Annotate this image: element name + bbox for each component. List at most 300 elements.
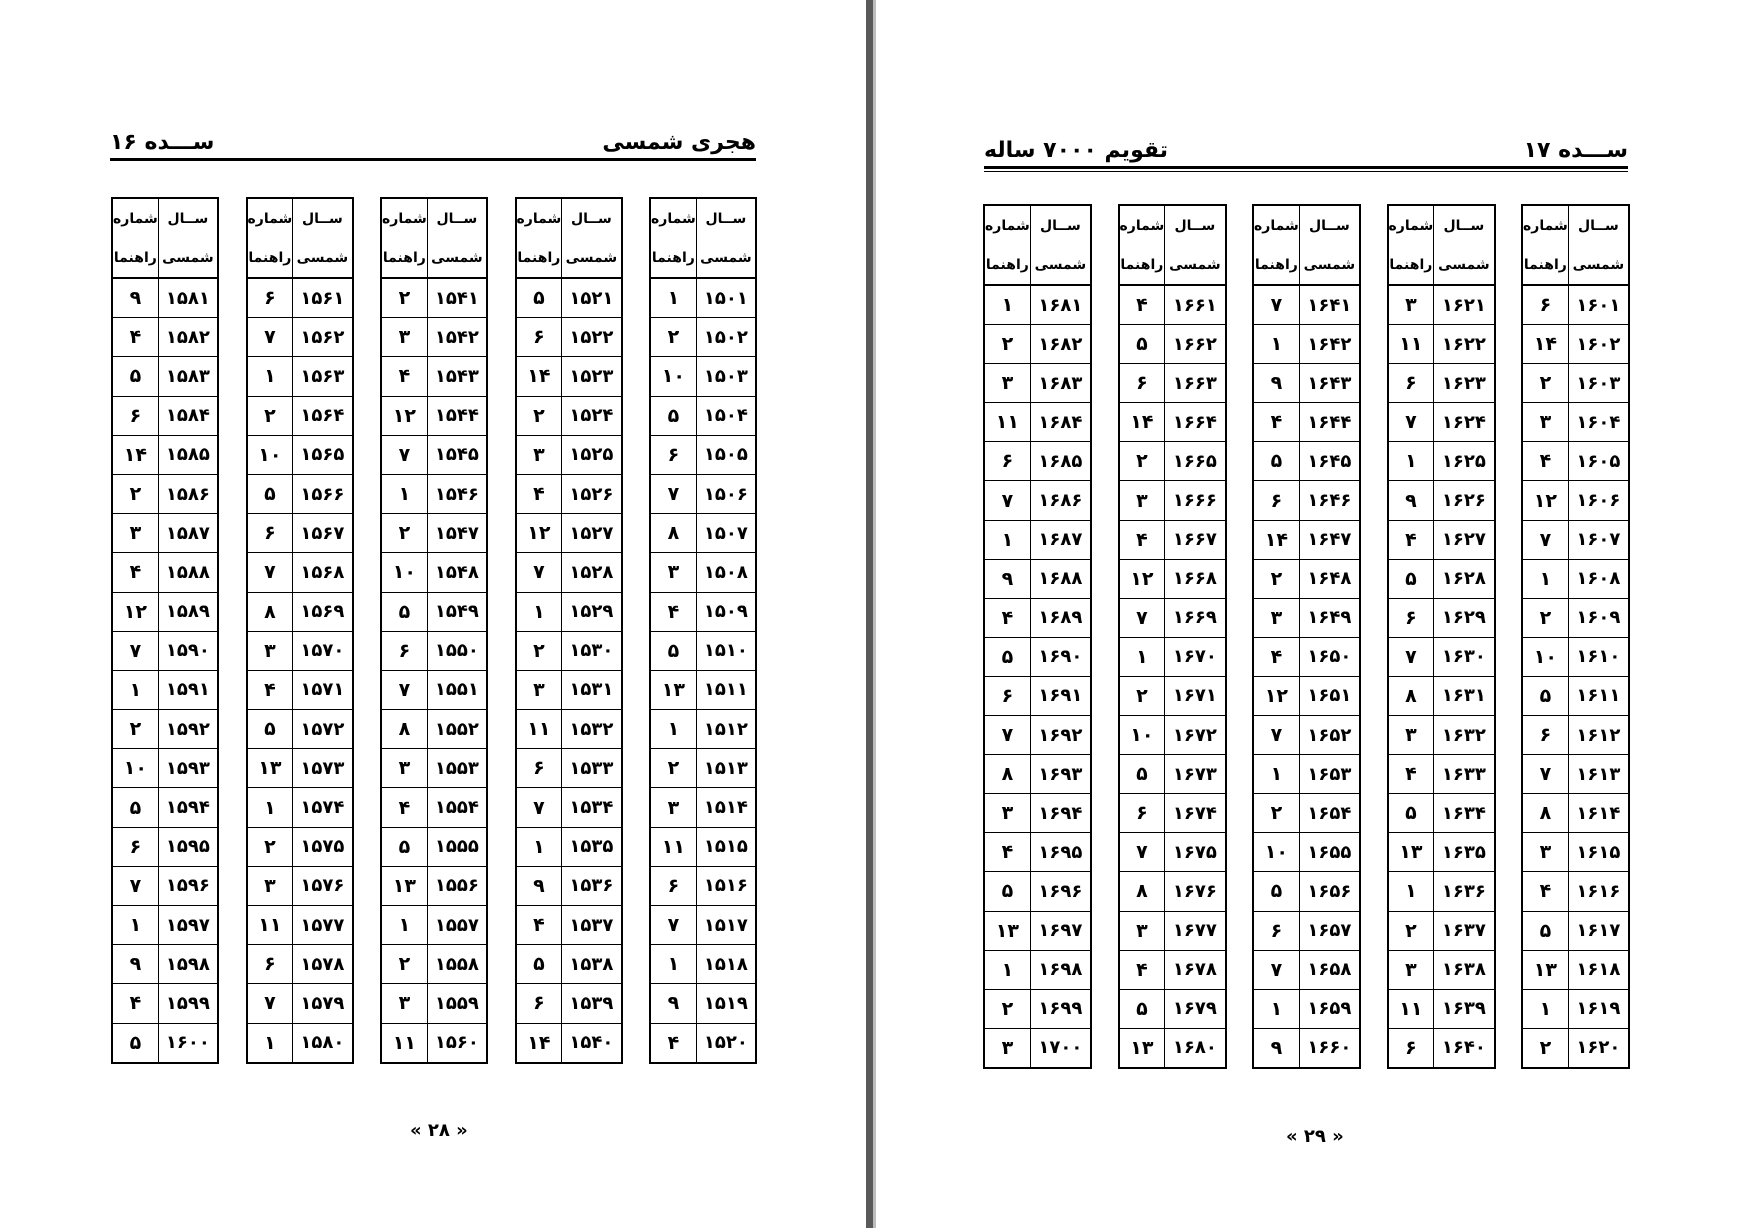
index-cell: ۳ xyxy=(516,435,562,474)
table-row xyxy=(381,278,487,318)
index-cell: ۱۲ xyxy=(1253,676,1299,715)
index-cell: ۱۱ xyxy=(650,827,696,866)
index-cell: ۴ xyxy=(1119,950,1165,989)
index-cell: ۷ xyxy=(381,435,427,474)
table-row xyxy=(984,481,1091,520)
year-cell: ۱۵۱۱ xyxy=(696,670,756,709)
index-cell: ۱ xyxy=(984,520,1030,559)
index-cell: ۱۰ xyxy=(650,357,696,396)
year-cell: ۱۶۴۸ xyxy=(1299,559,1360,598)
table-row xyxy=(247,749,353,788)
table-row xyxy=(112,435,218,474)
year-cell: ۱۵۵۳ xyxy=(427,749,487,788)
year-cell: ۱۶۱۱ xyxy=(1568,676,1629,715)
table-row xyxy=(1253,637,1360,676)
index-cell: ۵ xyxy=(1522,911,1568,950)
index-cell: ۲ xyxy=(1119,442,1165,481)
year-cell: ۱۵۶۵ xyxy=(293,435,353,474)
year-cell: ۱۵۷۸ xyxy=(293,945,353,984)
index-cell: ۱۳ xyxy=(1119,1028,1165,1068)
col-header-index: شماره xyxy=(1253,205,1299,245)
table-row xyxy=(381,670,487,709)
year-cell: ۱۵۷۴ xyxy=(293,788,353,827)
year-cell: ۱۵۴۰ xyxy=(562,1023,622,1063)
index-cell: ۱ xyxy=(381,906,427,945)
year-table xyxy=(1521,204,1630,1069)
table-row xyxy=(247,318,353,357)
index-cell: ۱۳ xyxy=(1522,950,1568,989)
index-cell: ۳ xyxy=(650,788,696,827)
year-cell: ۱۶۸۶ xyxy=(1030,481,1091,520)
index-cell: ۶ xyxy=(1388,1028,1434,1068)
year-cell: ۱۵۶۲ xyxy=(293,318,353,357)
index-cell: ۱۰ xyxy=(1119,716,1165,755)
index-cell: ۸ xyxy=(984,755,1030,794)
col-header-index: شماره xyxy=(650,198,696,238)
year-cell: ۱۵۳۹ xyxy=(562,984,622,1023)
year-cell: ۱۶۶۴ xyxy=(1165,403,1226,442)
year-cell: ۱۶۴۴ xyxy=(1299,403,1360,442)
table-row xyxy=(1253,559,1360,598)
table-row xyxy=(1388,403,1495,442)
year-cell: ۱۶۱۴ xyxy=(1568,794,1629,833)
table-row xyxy=(1119,872,1226,911)
index-cell: ۶ xyxy=(516,984,562,1023)
index-cell: ۱ xyxy=(516,827,562,866)
table-row xyxy=(1522,403,1629,442)
index-cell: ۵ xyxy=(1388,559,1434,598)
table-row xyxy=(381,553,487,592)
year-cell: ۱۶۴۲ xyxy=(1299,325,1360,364)
year-cell: ۱۶۵۵ xyxy=(1299,833,1360,872)
index-cell: ۴ xyxy=(516,906,562,945)
table-row xyxy=(984,794,1091,833)
col-header-year: ســال xyxy=(293,198,353,238)
table-row xyxy=(247,710,353,749)
index-cell: ۵ xyxy=(247,710,293,749)
table-row xyxy=(247,514,353,553)
table-row xyxy=(516,827,622,866)
table-row xyxy=(1253,481,1360,520)
index-cell: ۶ xyxy=(516,749,562,788)
year-cell: ۱۵۲۴ xyxy=(562,396,622,435)
index-cell: ۵ xyxy=(1119,325,1165,364)
left-page-header xyxy=(110,120,756,160)
table-row xyxy=(1522,364,1629,403)
table-row xyxy=(1253,950,1360,989)
index-cell: ۱ xyxy=(247,357,293,396)
index-cell: ۴ xyxy=(381,357,427,396)
index-cell: ۴ xyxy=(1119,285,1165,325)
index-cell: ۵ xyxy=(984,872,1030,911)
year-cell: ۱۵۷۶ xyxy=(293,866,353,905)
index-cell: ۲ xyxy=(650,318,696,357)
table-row xyxy=(1253,911,1360,950)
table-row xyxy=(112,474,218,513)
table-row xyxy=(1119,1028,1226,1068)
year-cell: ۱۶۷۳ xyxy=(1165,755,1226,794)
table-row xyxy=(650,710,756,749)
col-header-year-sub: شمسی xyxy=(1165,245,1226,285)
index-cell: ۱۳ xyxy=(650,670,696,709)
year-cell: ۱۵۲۱ xyxy=(562,278,622,318)
table-row xyxy=(650,553,756,592)
table-row xyxy=(984,755,1091,794)
index-cell: ۶ xyxy=(1119,364,1165,403)
index-cell: ۴ xyxy=(1253,637,1299,676)
table-row xyxy=(516,474,622,513)
year-cell: ۱۶۹۵ xyxy=(1030,833,1091,872)
table-row xyxy=(1119,676,1226,715)
index-cell: ۷ xyxy=(247,553,293,592)
index-cell: ۱ xyxy=(1253,989,1299,1028)
table-row xyxy=(1119,637,1226,676)
index-cell: ۵ xyxy=(1253,872,1299,911)
col-header-index-sub: راهنما xyxy=(984,245,1030,285)
table-row xyxy=(1522,755,1629,794)
left-header-title: هجری شمسی xyxy=(602,130,756,155)
index-cell: ۶ xyxy=(247,278,293,318)
index-cell: ۲ xyxy=(381,945,427,984)
year-cell: ۱۶۰۶ xyxy=(1568,481,1629,520)
year-cell: ۱۵۱۳ xyxy=(696,749,756,788)
index-cell: ۷ xyxy=(1388,637,1434,676)
year-cell: ۱۶۹۹ xyxy=(1030,989,1091,1028)
index-cell: ۴ xyxy=(1119,520,1165,559)
year-cell: ۱۵۱۲ xyxy=(696,710,756,749)
year-cell: ۱۵۹۳ xyxy=(158,749,218,788)
index-cell: ۶ xyxy=(650,866,696,905)
year-cell: ۱۵۲۹ xyxy=(562,592,622,631)
index-cell: ۲ xyxy=(516,396,562,435)
table-row xyxy=(1119,481,1226,520)
table-row xyxy=(650,749,756,788)
table-row xyxy=(1388,481,1495,520)
year-cell: ۱۶۴۶ xyxy=(1299,481,1360,520)
table-row xyxy=(1522,833,1629,872)
year-cell: ۱۶۲۰ xyxy=(1568,1028,1629,1068)
year-cell: ۱۶۸۹ xyxy=(1030,598,1091,637)
table-row xyxy=(247,945,353,984)
index-cell: ۱۱ xyxy=(1388,989,1434,1028)
table-row xyxy=(112,514,218,553)
index-cell: ۵ xyxy=(650,631,696,670)
year-cell: ۱۵۴۸ xyxy=(427,553,487,592)
index-cell: ۷ xyxy=(247,984,293,1023)
table-row xyxy=(516,906,622,945)
year-cell: ۱۶۶۰ xyxy=(1299,1028,1360,1068)
index-cell: ۵ xyxy=(516,278,562,318)
table-row xyxy=(1388,325,1495,364)
index-cell: ۳ xyxy=(984,364,1030,403)
table-row xyxy=(1253,989,1360,1028)
index-cell: ۱ xyxy=(650,710,696,749)
year-cell: ۱۵۱۷ xyxy=(696,906,756,945)
table-row xyxy=(112,1023,218,1063)
index-cell: ۱۰ xyxy=(1522,637,1568,676)
year-cell: ۱۶۴۱ xyxy=(1299,285,1360,325)
index-cell: ۳ xyxy=(1522,833,1568,872)
table-row xyxy=(516,710,622,749)
year-cell: ۱۶۷۹ xyxy=(1165,989,1226,1028)
year-cell: ۱۵۹۲ xyxy=(158,710,218,749)
year-cell: ۱۵۴۲ xyxy=(427,318,487,357)
year-cell: ۱۵۳۵ xyxy=(562,827,622,866)
index-cell: ۳ xyxy=(247,631,293,670)
index-cell: ۳ xyxy=(516,670,562,709)
year-cell: ۱۵۴۶ xyxy=(427,474,487,513)
index-cell: ۳ xyxy=(1522,403,1568,442)
year-cell: ۱۵۶۹ xyxy=(293,592,353,631)
year-cell: ۱۶۸۴ xyxy=(1030,403,1091,442)
table-row xyxy=(1388,911,1495,950)
index-cell: ۱۴ xyxy=(1522,325,1568,364)
table-row xyxy=(112,827,218,866)
year-cell: ۱۵۱۴ xyxy=(696,788,756,827)
year-cell: ۱۶۷۱ xyxy=(1165,676,1226,715)
index-cell: ۷ xyxy=(650,906,696,945)
table-row xyxy=(112,906,218,945)
table-row xyxy=(1253,1028,1360,1068)
table-row xyxy=(1253,520,1360,559)
index-cell: ۷ xyxy=(1522,520,1568,559)
year-cell: ۱۶۷۸ xyxy=(1165,950,1226,989)
year-cell: ۱۵۷۳ xyxy=(293,749,353,788)
index-cell: ۱ xyxy=(1388,442,1434,481)
index-cell: ۹ xyxy=(112,278,158,318)
year-cell: ۱۶۲۶ xyxy=(1434,481,1495,520)
table-row xyxy=(650,670,756,709)
index-cell: ۶ xyxy=(1253,481,1299,520)
table-row xyxy=(381,827,487,866)
table-row xyxy=(984,364,1091,403)
table-row xyxy=(516,788,622,827)
year-cell: ۱۵۸۷ xyxy=(158,514,218,553)
year-cell: ۱۶۴۰ xyxy=(1434,1028,1495,1068)
col-header-year: ســال xyxy=(1030,205,1091,245)
index-cell: ۱۱ xyxy=(381,1023,427,1063)
index-cell: ۷ xyxy=(516,788,562,827)
right-page xyxy=(876,0,1741,1228)
year-cell: ۱۵۴۷ xyxy=(427,514,487,553)
index-cell: ۴ xyxy=(381,788,427,827)
book-gutter xyxy=(866,0,873,1228)
table-row xyxy=(650,984,756,1023)
index-cell: ۴ xyxy=(650,1023,696,1063)
table-row xyxy=(247,866,353,905)
year-cell: ۱۶۲۷ xyxy=(1434,520,1495,559)
year-cell: ۱۵۶۶ xyxy=(293,474,353,513)
index-cell: ۴ xyxy=(112,984,158,1023)
index-cell: ۳ xyxy=(650,553,696,592)
index-cell: ۳ xyxy=(381,984,427,1023)
year-cell: ۱۶۸۲ xyxy=(1030,325,1091,364)
year-cell: ۱۶۹۸ xyxy=(1030,950,1091,989)
year-cell: ۱۶۲۱ xyxy=(1434,285,1495,325)
table-row xyxy=(381,435,487,474)
table-row xyxy=(1119,442,1226,481)
index-cell: ۵ xyxy=(1522,676,1568,715)
right-page-header xyxy=(984,126,1628,170)
index-cell: ۱۳ xyxy=(1388,833,1434,872)
table-row xyxy=(516,984,622,1023)
year-cell: ۱۵۳۶ xyxy=(562,866,622,905)
year-cell: ۱۶۳۱ xyxy=(1434,676,1495,715)
index-cell: ۷ xyxy=(1253,716,1299,755)
index-cell: ۶ xyxy=(112,396,158,435)
table-row xyxy=(516,945,622,984)
year-cell: ۱۶۸۸ xyxy=(1030,559,1091,598)
year-cell: ۱۵۱۵ xyxy=(696,827,756,866)
table-row xyxy=(1388,950,1495,989)
year-cell: ۱۶۰۱ xyxy=(1568,285,1629,325)
table-row xyxy=(381,631,487,670)
index-cell: ۱۲ xyxy=(516,514,562,553)
index-cell: ۲ xyxy=(984,325,1030,364)
year-cell: ۱۶۹۶ xyxy=(1030,872,1091,911)
index-cell: ۷ xyxy=(984,716,1030,755)
index-cell: ۲ xyxy=(984,989,1030,1028)
table-row xyxy=(1388,1028,1495,1068)
index-cell: ۲ xyxy=(1253,559,1299,598)
index-cell: ۵ xyxy=(381,592,427,631)
col-header-index-sub: راهنما xyxy=(1119,245,1165,285)
year-cell: ۱۶۳۸ xyxy=(1434,950,1495,989)
index-cell: ۲ xyxy=(516,631,562,670)
index-cell: ۳ xyxy=(984,794,1030,833)
table-row xyxy=(1119,755,1226,794)
table-row xyxy=(1253,676,1360,715)
year-cell: ۱۵۳۱ xyxy=(562,670,622,709)
table-row xyxy=(112,318,218,357)
year-cell: ۱۵۹۶ xyxy=(158,866,218,905)
year-cell: ۱۶۵۸ xyxy=(1299,950,1360,989)
table-row xyxy=(984,559,1091,598)
table-row xyxy=(1253,364,1360,403)
year-cell: ۱۵۸۹ xyxy=(158,592,218,631)
index-cell: ۲ xyxy=(381,514,427,553)
table-row xyxy=(1253,285,1360,325)
index-cell: ۷ xyxy=(1253,285,1299,325)
year-cell: ۱۶۷۶ xyxy=(1165,872,1226,911)
year-cell: ۱۵۴۹ xyxy=(427,592,487,631)
year-cell: ۱۵۷۷ xyxy=(293,906,353,945)
table-row xyxy=(650,592,756,631)
table-row xyxy=(650,1023,756,1063)
index-cell: ۷ xyxy=(1119,833,1165,872)
year-cell: ۱۵۸۳ xyxy=(158,357,218,396)
index-cell: ۲ xyxy=(247,827,293,866)
year-cell: ۱۵۰۴ xyxy=(696,396,756,435)
table-row xyxy=(247,906,353,945)
table-row xyxy=(516,592,622,631)
year-table xyxy=(983,204,1092,1069)
index-cell: ۱۰ xyxy=(247,435,293,474)
table-row xyxy=(1522,989,1629,1028)
year-cell: ۱۵۰۸ xyxy=(696,553,756,592)
table-row xyxy=(1253,755,1360,794)
year-cell: ۱۶۳۴ xyxy=(1434,794,1495,833)
table-row xyxy=(650,318,756,357)
index-cell: ۱۱ xyxy=(984,403,1030,442)
index-cell: ۷ xyxy=(516,553,562,592)
year-cell: ۱۶۷۲ xyxy=(1165,716,1226,755)
table-row xyxy=(381,592,487,631)
table-row xyxy=(247,592,353,631)
index-cell: ۱ xyxy=(1522,559,1568,598)
col-header-index: شماره xyxy=(516,198,562,238)
index-cell: ۶ xyxy=(1119,794,1165,833)
table-row xyxy=(1522,1028,1629,1068)
index-cell: ۲ xyxy=(1522,1028,1568,1068)
year-cell: ۱۶۵۴ xyxy=(1299,794,1360,833)
table-row xyxy=(1522,520,1629,559)
table-row xyxy=(516,866,622,905)
index-cell: ۳ xyxy=(1119,911,1165,950)
table-row xyxy=(984,442,1091,481)
index-cell: ۸ xyxy=(1522,794,1568,833)
index-cell: ۱۳ xyxy=(381,866,427,905)
index-cell: ۳ xyxy=(381,318,427,357)
header-rule xyxy=(110,158,756,161)
table-row xyxy=(1522,676,1629,715)
table-row xyxy=(381,474,487,513)
col-header-index: شماره xyxy=(1119,205,1165,245)
index-cell: ۱ xyxy=(650,278,696,318)
year-cell: ۱۵۳۲ xyxy=(562,710,622,749)
table-row xyxy=(381,318,487,357)
index-cell: ۷ xyxy=(247,318,293,357)
table-row xyxy=(650,631,756,670)
table-row xyxy=(247,357,353,396)
table-row xyxy=(1522,911,1629,950)
table-row xyxy=(1253,833,1360,872)
year-cell: ۱۶۹۷ xyxy=(1030,911,1091,950)
table-row xyxy=(516,357,622,396)
year-cell: ۱۶۸۳ xyxy=(1030,364,1091,403)
year-cell: ۱۵۸۲ xyxy=(158,318,218,357)
right-tables xyxy=(983,204,1630,1069)
table-row xyxy=(1253,794,1360,833)
col-header-year: ســال xyxy=(1568,205,1629,245)
index-cell: ۲ xyxy=(650,749,696,788)
year-cell: ۱۶۲۵ xyxy=(1434,442,1495,481)
year-cell: ۱۶۵۲ xyxy=(1299,716,1360,755)
col-header-year-sub: شمسی xyxy=(293,238,353,278)
year-cell: ۱۶۳۵ xyxy=(1434,833,1495,872)
table-row xyxy=(381,357,487,396)
year-cell: ۱۵۵۲ xyxy=(427,710,487,749)
year-cell: ۱۵۹۱ xyxy=(158,670,218,709)
table-row xyxy=(984,989,1091,1028)
index-cell: ۱۱ xyxy=(516,710,562,749)
year-cell: ۱۶۲۲ xyxy=(1434,325,1495,364)
index-cell: ۱ xyxy=(247,1023,293,1063)
year-cell: ۱۵۷۰ xyxy=(293,631,353,670)
index-cell: ۴ xyxy=(112,553,158,592)
table-row xyxy=(112,749,218,788)
index-cell: ۱ xyxy=(516,592,562,631)
table-row xyxy=(984,285,1091,325)
year-cell: ۱۵۰۲ xyxy=(696,318,756,357)
table-row xyxy=(1119,285,1226,325)
index-cell: ۵ xyxy=(247,474,293,513)
table-row xyxy=(1522,559,1629,598)
index-cell: ۱۳ xyxy=(984,911,1030,950)
col-header-index: شماره xyxy=(247,198,293,238)
col-header-year-sub: شمسی xyxy=(1568,245,1629,285)
col-header-year-sub: شمسی xyxy=(427,238,487,278)
